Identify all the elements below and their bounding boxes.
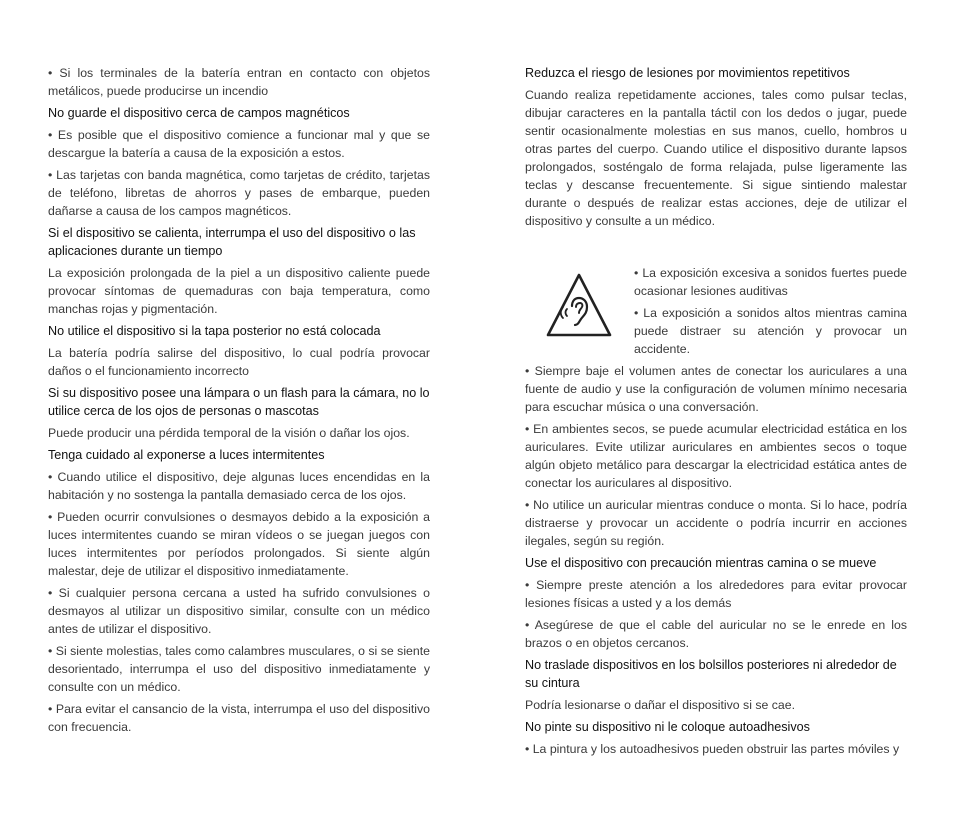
paragraph: • Pueden ocurrir convulsiones o desmayos debido a la exposición a luces intermitentes cuando se miran vídeos o se juegan juegos con luces intermitentes por períodos prolongados. Si siente algún malestar, deje de utilizar el dispositivo inmediatamente.: [48, 510, 430, 578]
section-heading: No guarde el dispositivo cerca de campos magnéticos: [48, 106, 350, 120]
paragraph: • Cuando utilice el dispositivo, deje algunas luces encendidas en la habitación y no sostenga la pantalla demasiado cerca de los ojos.: [48, 470, 430, 502]
paragraph: • Si siente molestias, tales como calambres musculares, o si se siente desorientado, interrumpa el uso del dispositivo inmediatamente y consulte con un médico.: [48, 644, 430, 694]
left-column: [48, 64, 430, 736]
section-heading: Si su dispositivo posee una lámpara o un flash para la cámara, no lo utilice cerca de los ojos de personas o mascotas: [48, 386, 430, 418]
paragraph: • Para evitar el cansancio de la vista, interrumpa el uso del dispositivo con frecuencia.: [48, 702, 430, 734]
paragraph: • La pintura y los autoadhesivos pueden obstruir las partes móviles y: [525, 742, 900, 756]
section-heading: No utilice el dispositivo si la tapa posterior no está colocada: [48, 324, 381, 338]
paragraph: Puede producir una pérdida temporal de la visión o dañar los ojos.: [48, 426, 410, 440]
section-heading: Si el dispositivo se calienta, interrumpa el uso del dispositivo o las aplicaciones durante un tiempo: [48, 226, 416, 258]
section-heading: No traslade dispositivos en los bolsillos posteriores ni alrededor de su cintura: [525, 658, 897, 690]
paragraph: • Si los terminales de la batería entran en contacto con objetos metálicos, puede producirse un incendio: [48, 66, 430, 98]
paragraph: La batería podría salirse del dispositivo, lo cual podría provocar daños o el funcionamiento incorrecto: [48, 346, 430, 378]
section-heading: Reduzca el riesgo de lesiones por movimientos repetitivos: [525, 66, 850, 80]
paragraph: Podría lesionarse o dañar el dispositivo si se cae.: [525, 698, 795, 712]
section-heading: Tenga cuidado al exponerse a luces intermitentes: [48, 448, 325, 462]
right-column: [525, 64, 907, 758]
paragraph: • Si cualquier persona cercana a usted ha sufrido convulsiones o desmayos al utilizar un dispositivo similar, consulte con un médico antes de utilizar el dispositivo.: [48, 586, 430, 636]
section-heading: Use el dispositivo con precaución mientras camina o se mueve: [525, 556, 877, 570]
warning-item: • La exposición a sonidos altos mientras camina puede distraer su atención y provocar un accidente.: [634, 306, 907, 356]
paragraph: Cuando realiza repetidamente acciones, tales como pulsar teclas, dibujar caracteres en la pantalla táctil con los dedos o jugar, puede sentir ocasionalmente molestias en sus manos, cuello, hombros u otras partes del cuerpo. Cuando utilice el dispositivo durante lapsos prolongados, sosténgalo de forma relajada, pulse ligeramente las teclas y descanse frecuentemente. Si sigue sintiendo malestar durante o después de realizar estas acciones, deje de utilizar el dispositivo y consulte a un médico.: [525, 88, 907, 228]
hearing-warning-block: [525, 264, 907, 358]
paragraph: • Siempre baje el volumen antes de conectar los auriculares a una fuente de audio y use la configuración de volumen mínimo necesaria para escuchar música o una conversación.: [525, 364, 907, 414]
paragraph: • Es posible que el dispositivo comience a funcionar mal y que se descargue la batería a causa de la exposición a estos.: [48, 128, 430, 160]
paragraph: • Siempre preste atención a los alrededores para evitar provocar lesiones físicas a usted y a los demás: [525, 578, 907, 610]
paragraph: • No utilice un auricular mientras conduce o monta. Si lo hace, podría distraerse y provocar un accidente o podría incurrir en acciones ilegales, según su región.: [525, 498, 907, 548]
hearing-warning-icon: [545, 272, 613, 340]
paragraph: • Las tarjetas con banda magnética, como tarjetas de crédito, tarjetas de teléfono, libretas de ahorros y pases de embarque, pueden dañarse a causa de los campos magnéticos.: [48, 168, 430, 218]
paragraph: • En ambientes secos, se puede acumular electricidad estática en los auriculares. Evite utilizar auriculares en ambientes secos o toque algún objeto metálico para descargar la electricidad estática antes de conectar los auriculares al dispositivo.: [525, 422, 907, 490]
paragraph: La exposición prolongada de la piel a un dispositivo caliente puede provocar síntomas de quemaduras con baja temperatura, como manchas rojas y pigmentación.: [48, 266, 430, 316]
warning-list: [634, 264, 907, 358]
section-heading: No pinte su dispositivo ni le coloque autoadhesivos: [525, 720, 810, 734]
paragraph: • Asegúrese de que el cable del auricular no se le enrede en los brazos o en objetos cercanos.: [525, 618, 907, 650]
warning-item: • La exposición excesiva a sonidos fuertes puede ocasionar lesiones auditivas: [634, 266, 907, 298]
